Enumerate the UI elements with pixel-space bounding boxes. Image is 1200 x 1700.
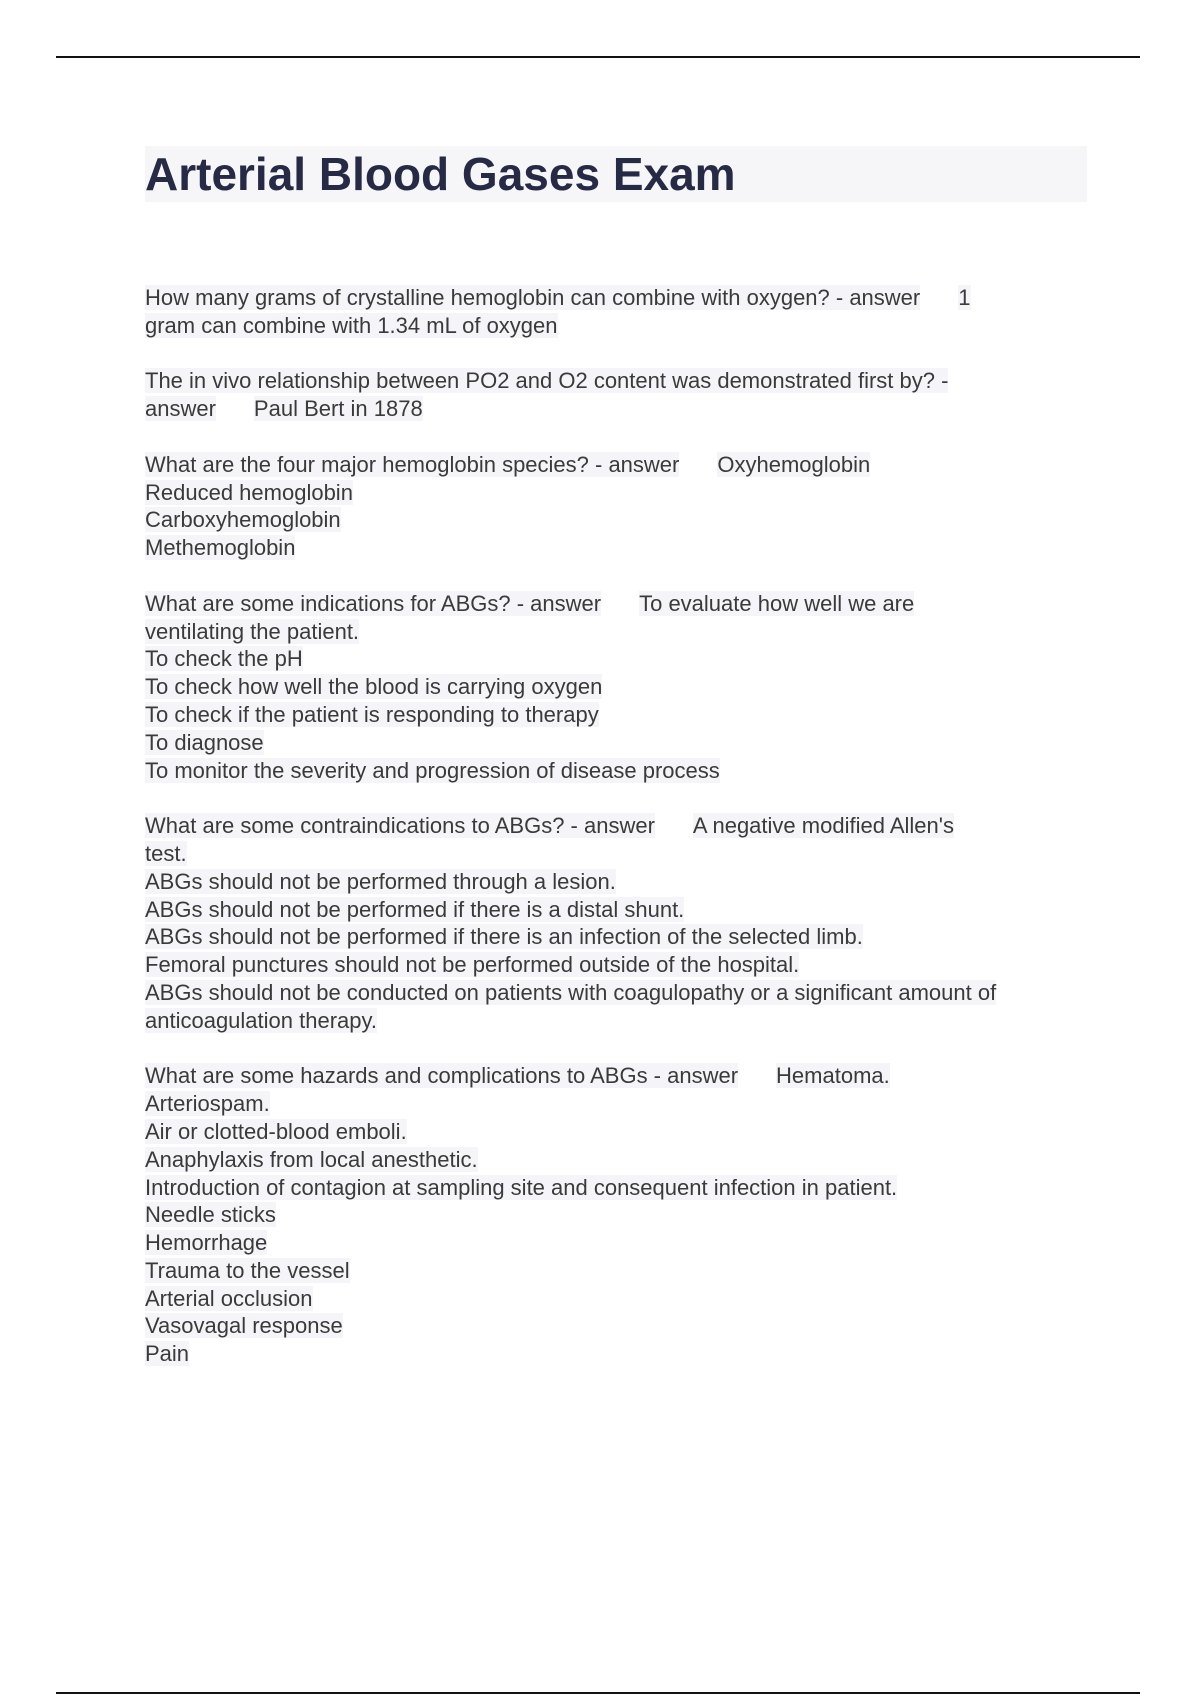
qa-item	[145, 451, 1105, 562]
qa-item	[145, 590, 1105, 785]
answer-line: Methemoglobin	[145, 535, 296, 561]
answer-line: Arterial occlusion	[145, 1285, 313, 1311]
question: What are some contraindications to ABGs? - answer	[145, 813, 655, 839]
answer-line: Pain	[145, 1341, 190, 1367]
answer-line: To check the pH	[145, 646, 303, 672]
answer-line: Needle sticks	[145, 1202, 276, 1228]
answer-line: ABGs should not be conducted on patients with coagulopathy or a significant amount of	[145, 979, 997, 1005]
answer: Paul Bert in 1878	[253, 396, 423, 422]
answer-line: Arteriospam.	[145, 1091, 270, 1117]
answer-line: Reduced hemoglobin	[145, 479, 353, 505]
answer-line: Hemorrhage	[145, 1230, 268, 1256]
answer-line: ABGs should not be performed through a lesion.	[145, 868, 616, 894]
answer-line: ABGs should not be performed if there is an infection of the selected limb.	[145, 924, 863, 950]
qa-item	[145, 1062, 1105, 1368]
qa-item	[145, 812, 1105, 1034]
answer-line: To check how well the blood is carrying oxygen	[145, 674, 603, 700]
answer-line: Introduction of contagion at sampling site and consequent infection in patient.	[145, 1174, 898, 1200]
question: What are some indications for ABGs? - answer	[145, 590, 602, 616]
question: The in vivo relationship between PO2 and O2 content was demonstrated first by? -	[145, 368, 949, 394]
question: What are the four major hemoglobin species? - answer	[145, 451, 680, 477]
question: What are some hazards and complications to ABGs - answer	[145, 1063, 739, 1089]
footer-rule	[56, 1692, 1140, 1694]
question: answer	[145, 396, 216, 422]
answer-line: ventilating the patient.	[145, 618, 360, 644]
answer-line: To check if the patient is responding to therapy	[145, 701, 599, 727]
answer-line: Air or clotted-blood emboli.	[145, 1118, 407, 1144]
answer-line: To monitor the severity and progression of disease process	[145, 757, 720, 783]
answer-line: anticoagulation therapy.	[145, 1007, 377, 1033]
answer-line: Anaphylaxis from local anesthetic.	[145, 1146, 478, 1172]
answer-line: ABGs should not be performed if there is a distal shunt.	[145, 896, 685, 922]
answer-line: Trauma to the vessel	[145, 1257, 350, 1283]
qa-item	[145, 367, 1105, 423]
answer: To evaluate how well we are	[639, 590, 915, 616]
answer-line: test.	[145, 840, 187, 866]
header-rule	[56, 56, 1140, 58]
answer: Oxyhemoglobin	[717, 451, 871, 477]
answer: A negative modified Allen's	[692, 813, 954, 839]
question: How many grams of crystalline hemoglobin can combine with oxygen? - answer	[145, 285, 921, 310]
answer-line: Femoral punctures should not be performed outside of the hospital.	[145, 952, 800, 978]
answer-line: To diagnose	[145, 729, 264, 755]
page-title: Arterial Blood Gases Exam	[145, 146, 1087, 202]
answer: 1	[958, 285, 971, 310]
answer-line: gram can combine with 1.34 mL of oxygen	[145, 312, 558, 338]
answer-line: Vasovagal response	[145, 1313, 343, 1339]
answer-line: Carboxyhemoglobin	[145, 507, 341, 533]
document-body	[145, 284, 1105, 1368]
answer: Hematoma.	[776, 1063, 890, 1089]
qa-item	[145, 284, 1105, 340]
